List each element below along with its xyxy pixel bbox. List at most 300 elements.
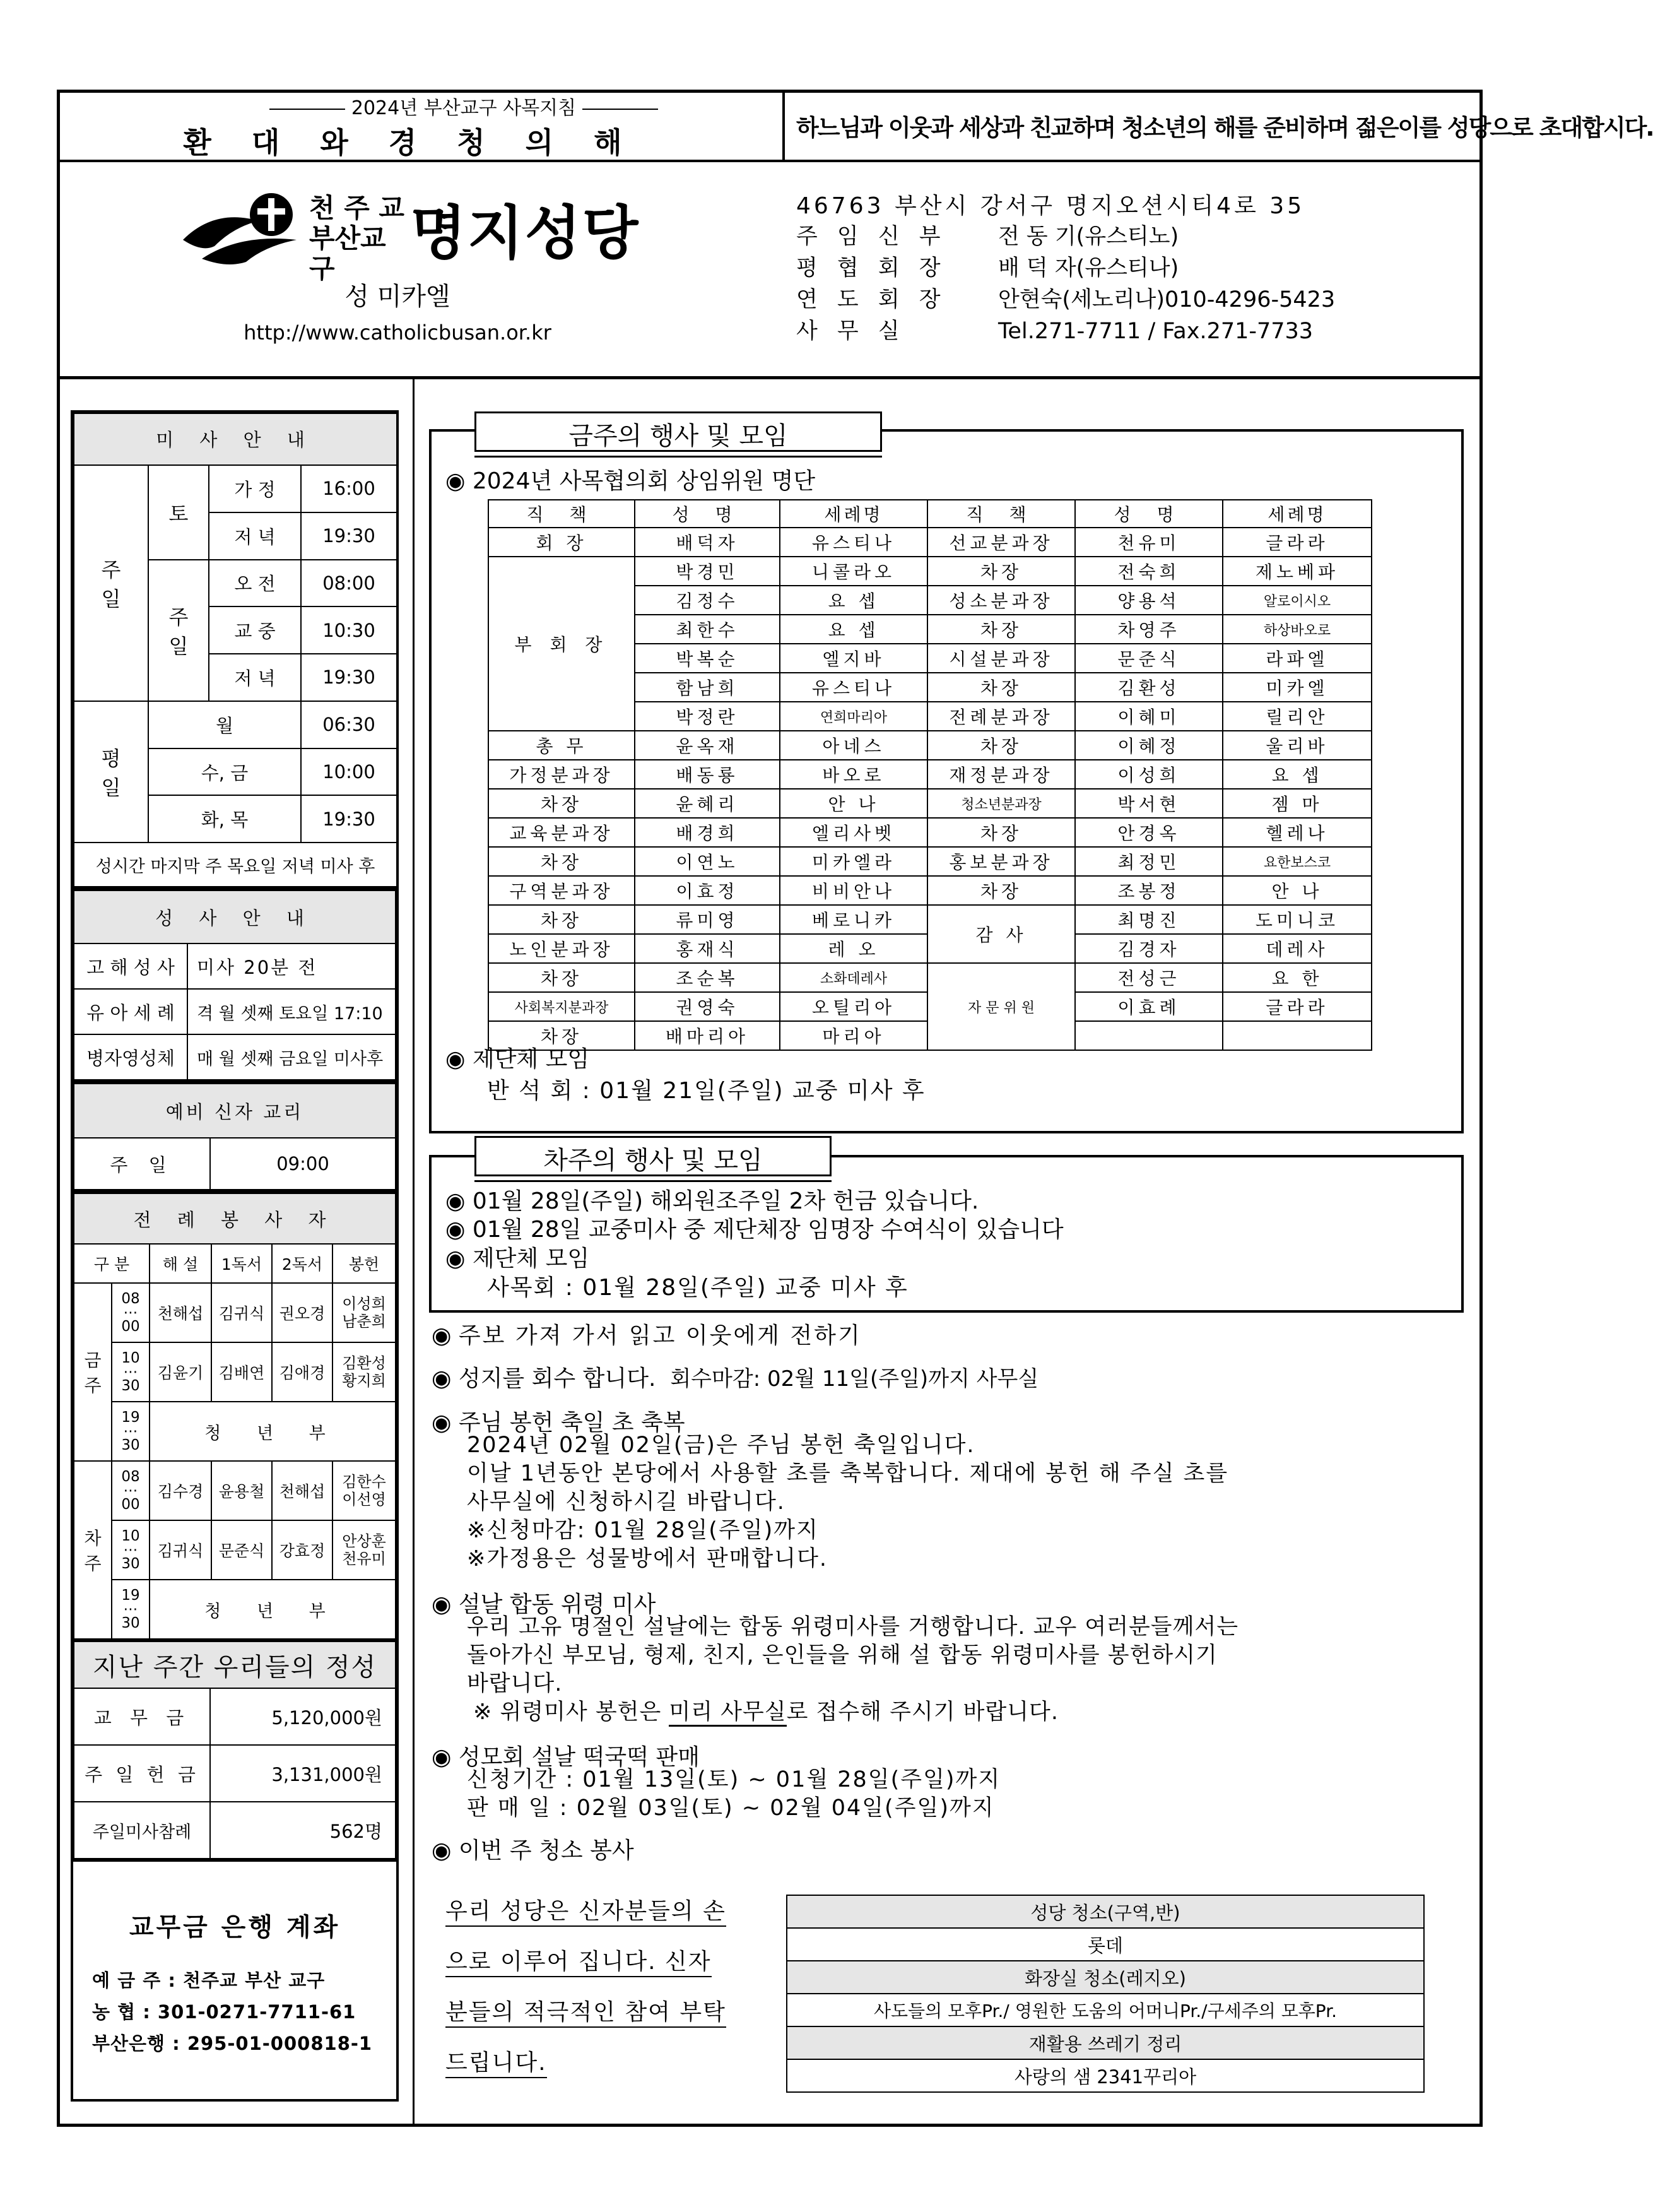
notice-candle-title: 주님 봉헌 축일 초 축복 [458, 1410, 685, 1436]
mass-name: 오 전 [209, 560, 301, 607]
weekday-label: 평 일 [74, 701, 148, 843]
column-divider [413, 377, 415, 2127]
liturgy-header: 해 설 [150, 1244, 211, 1283]
next-week-title: 차주의 행사 및 모임 [474, 1136, 832, 1176]
liturgy-reader-2: 강효정 [272, 1520, 332, 1580]
member-role: 가정분과장 [488, 760, 635, 789]
cleaning-appeal-line: 드립니다. [445, 2045, 547, 2078]
sacrament-name: 병자영성체 [74, 1034, 187, 1080]
bank-line: 예 금 주 : 천주교 부산 교구 [92, 1970, 326, 1991]
notice-lunar-line: 바랍니다. [467, 1671, 563, 1696]
liturgy-header: 구 분 [74, 1244, 150, 1283]
member-role: 차장 [927, 731, 1075, 760]
mass-name: 저 녁 [209, 512, 301, 560]
next-week-item [445, 1241, 589, 1273]
member-role: 부 회 장 [488, 557, 635, 731]
liturgy-reader-1: 문준식 [211, 1520, 272, 1580]
member-baptism: 안 나 [1223, 876, 1372, 905]
liturgy-offertory: 김환성 황지희 [332, 1342, 396, 1402]
cleaning-appeal-line: 우리 성당은 신자분들의 손 [445, 1893, 726, 1927]
liturgy-time: 19 ⋯ 30 [112, 1580, 150, 1639]
contact-value: Tel.271-7711 / Fax.271-7733 [998, 319, 1314, 344]
catechumen-day: 주 일 [74, 1138, 210, 1190]
cleaning-header: 화장실 청소(레지오) [787, 1961, 1424, 1994]
member-role: 차장 [488, 905, 635, 934]
liturgy-header: 2독서 [272, 1244, 332, 1283]
sacraments-title: 성 사 안 내 [74, 890, 396, 943]
member-role: 시설분과장 [927, 644, 1075, 673]
member-row [488, 818, 1372, 847]
contact-row [796, 284, 1478, 316]
offerings-title: 지난 주간 우리들의 정성 [74, 1641, 396, 1688]
diocese-policy: 2024년 부산교구 사목지침 [351, 97, 577, 119]
mass-time: 10:00 [301, 748, 397, 796]
member-name: 조순복 [635, 963, 780, 992]
member-role: 자 문 위 원 [927, 963, 1075, 1050]
member-role: 재정분과장 [927, 760, 1075, 789]
member-baptism [1223, 1021, 1372, 1050]
member-name: 박서현 [1075, 789, 1223, 818]
contact-list [796, 221, 1478, 347]
member-baptism: 오틸리아 [780, 992, 927, 1021]
member-role: 전례분과장 [927, 702, 1075, 731]
cleaning-value: 사도들의 모후Pr./ 영원한 도움의 어머니Pr./구세주의 모후Pr. [787, 1994, 1424, 2026]
council-heading [445, 463, 815, 495]
next-week-item-text: 01월 28일 교중미사 중 제단체장 임명장 수여식이 있습니다 [472, 1217, 1064, 1243]
diocese-url[interactable]: http://www.catholicbusan.or.kr [244, 321, 551, 345]
catechumen-time: 09:00 [210, 1138, 396, 1190]
liturgy-header: 1독서 [211, 1244, 272, 1283]
members-header: 세례명 [1223, 500, 1372, 528]
mass-title: 미 사 안 내 [74, 413, 397, 465]
member-name: 홍재식 [635, 934, 780, 963]
member-row [488, 528, 1372, 557]
logo-line-2: 부산교구 [309, 223, 386, 284]
cleaning-schedule [786, 1895, 1425, 2093]
catechumen-title: 예비 신자 교리 [74, 1084, 396, 1138]
mass-name: 가 정 [209, 465, 301, 512]
liturgy-time: 19 ⋯ 30 [112, 1402, 150, 1461]
mass-table [73, 413, 397, 887]
member-baptism: 도미니코 [1223, 905, 1372, 934]
member-name: 최명진 [1075, 905, 1223, 934]
member-role: 사회복지분과장 [488, 992, 635, 1021]
next-week-item [445, 1212, 1064, 1244]
mass-name: 저 녁 [209, 654, 301, 701]
groups-heading [445, 1041, 589, 1073]
member-baptism: 유스티나 [780, 528, 927, 557]
member-name: 이효정 [635, 876, 780, 905]
offering-value: 3,131,000원 [210, 1745, 396, 1802]
member-name: 류미영 [635, 905, 780, 934]
member-name: 배덕자 [635, 528, 780, 557]
cleaning-appeal-line: 으로 이루어 집니다. 신자 [445, 1944, 712, 1977]
mass-time: 06:30 [301, 701, 397, 748]
members-body [488, 528, 1372, 1050]
notice-rice-body [467, 1766, 1001, 1823]
bullet-icon: ◉ [445, 468, 466, 494]
notice-candle-line: 2024년 02월 02일(금)은 주님 봉헌 축일입니다. [467, 1433, 975, 1458]
offerings-table [73, 1641, 396, 1859]
member-baptism: 글라라 [1223, 528, 1372, 557]
catechumen-class [71, 1083, 399, 1193]
notice-candle-body [467, 1431, 1228, 1573]
liturgy-reader-2: 권오경 [272, 1283, 332, 1342]
lunar-note-pre: ※ 위령미사 봉헌은 [473, 1700, 662, 1725]
member-name: 양용석 [1075, 586, 1223, 615]
notice-bulletin [432, 1318, 862, 1350]
member-baptism: 알로이시오 [1223, 586, 1372, 615]
member-name: 박복순 [635, 644, 780, 673]
masthead-divider [57, 376, 1483, 379]
bullet-icon: ◉ [432, 1838, 452, 1864]
member-baptism: 릴리안 [1223, 702, 1372, 731]
bank-line: 부산은행 : 295-01-000818-1 [92, 2033, 373, 2054]
member-name: 최정민 [1075, 847, 1223, 876]
member-baptism: 연희마리아 [780, 702, 927, 731]
member-name: 박경민 [635, 557, 780, 586]
member-row [488, 905, 1372, 934]
group-meeting-line: 반 석 회 : 01월 21일(주일) 교중 미사 후 [487, 1078, 926, 1104]
member-role: 총 무 [488, 731, 635, 760]
member-role: 선교분과장 [927, 528, 1075, 557]
bullet-icon: ◉ [445, 1188, 466, 1214]
member-baptism: 젬 마 [1223, 789, 1372, 818]
liturgy-time: 08 ⋯ 00 [112, 1461, 150, 1520]
liturgy-time: 10 ⋯ 30 [112, 1520, 150, 1580]
member-name [1075, 1021, 1223, 1050]
member-role: 청소년분과장 [927, 789, 1075, 818]
liturgy-offertory: 이성희 남춘희 [332, 1283, 396, 1342]
member-name: 조봉정 [1075, 876, 1223, 905]
council-member-table [488, 499, 1371, 1051]
contact-row [796, 252, 1478, 284]
member-role: 회 장 [488, 528, 635, 557]
member-name: 윤혜리 [635, 789, 780, 818]
cleaning-table [786, 1895, 1425, 2093]
member-baptism: 아네스 [780, 731, 927, 760]
this-week-label: 금 주 [74, 1283, 112, 1461]
member-role: 차장 [488, 1021, 635, 1050]
member-name: 함남희 [635, 673, 780, 702]
contact-label: 평 협 회 장 [796, 256, 947, 281]
member-name: 천유미 [1075, 528, 1223, 557]
member-role: 차장 [927, 876, 1075, 905]
offering-value: 5,120,000원 [210, 1688, 396, 1745]
parish-logo [177, 189, 309, 271]
member-name: 배동룡 [635, 760, 780, 789]
cleaning-header: 성당 청소(구역,반) [787, 1895, 1424, 1928]
member-name: 문준식 [1075, 644, 1223, 673]
notice-cleaning-title: 이번 주 청소 봉사 [458, 1838, 634, 1864]
liturgy-reader-2: 김애경 [272, 1342, 332, 1402]
notice-lunar-title: 설날 합동 위령 미사 [458, 1592, 656, 1618]
mass-name: 월 [148, 701, 301, 748]
policy-line [246, 92, 681, 120]
member-name: 이성희 [1075, 760, 1223, 789]
lunar-note-emphasis: 미리 사무실 [669, 1700, 786, 1727]
next-week-item-text: 01월 28일(주일) 해외원조주일 2차 헌금 있습니다. [472, 1188, 979, 1214]
member-name: 김정수 [635, 586, 780, 615]
member-baptism: 요 셉 [780, 586, 927, 615]
member-row [488, 876, 1372, 905]
header-vdivider [782, 90, 785, 162]
notice-candle-line: 사무실에 신청하시길 바랍니다. [467, 1489, 785, 1515]
next-week-item-text: 제단체 모임 [472, 1246, 590, 1272]
notice-rice-line: 신청기간 : 01월 13일(토) ~ 01월 28일(주일)까지 [467, 1767, 1001, 1792]
bullet-icon: ◉ [432, 1366, 452, 1392]
member-row [488, 557, 1372, 586]
sacrament-name: 유 아 세 례 [74, 989, 187, 1034]
next-week-item [445, 1183, 979, 1215]
notice-rice-line: 판 매 일 : 02월 03일(토) ~ 02월 04일(주일)까지 [467, 1795, 995, 1821]
member-role: 차장 [927, 615, 1075, 644]
member-baptism: 울리바 [1223, 731, 1372, 760]
mass-time: 16:00 [301, 465, 397, 512]
notice-holy-water-text: 성지를 회수 합니다. [458, 1366, 656, 1392]
mass-time: 08:00 [301, 560, 397, 607]
bullet-icon: ◉ [445, 1246, 466, 1272]
member-baptism: 엘리사벳 [780, 818, 927, 847]
contact-value: 안현숙(세노리나)010-4296-5423 [998, 287, 1336, 312]
liturgy-reader-1: 윤용철 [211, 1461, 272, 1520]
parish-logo-icon [177, 189, 309, 271]
mass-name: 수, 금 [148, 748, 301, 796]
offering-name: 주 일 헌 금 [74, 1745, 210, 1802]
member-baptism: 글라라 [1223, 992, 1372, 1021]
member-baptism: 요한보스코 [1223, 847, 1372, 876]
liturgy-offertory: 김한수 이선영 [332, 1461, 396, 1520]
member-name: 윤옥재 [635, 731, 780, 760]
notice-bulletin-text: 주보 가져 가서 읽고 이웃에게 전하기 [458, 1323, 862, 1349]
logo-text [309, 193, 410, 284]
member-name: 전성근 [1075, 963, 1223, 992]
member-baptism: 요 셉 [780, 615, 927, 644]
bullet-icon: ◉ [445, 1046, 466, 1072]
sacrament-value: 격 월 셋째 토요일 17:10 [187, 989, 396, 1034]
sunday-label: 주 일 [74, 465, 148, 701]
member-row [488, 731, 1372, 760]
member-baptism: 요 셉 [1223, 760, 1372, 789]
member-role: 감 사 [927, 905, 1075, 963]
sunday-sub-label: 주 일 [148, 560, 209, 701]
member-name: 이혜미 [1075, 702, 1223, 731]
liturgy-table [73, 1193, 396, 1640]
mass-schedule [71, 410, 399, 890]
offering-name: 주일미사참례 [74, 1802, 210, 1859]
member-role: 노인분과장 [488, 934, 635, 963]
member-baptism: 미카엘라 [780, 847, 927, 876]
member-baptism: 베로니카 [780, 905, 927, 934]
sacraments-table [73, 890, 396, 1080]
member-name: 박정란 [635, 702, 780, 731]
member-name: 이효례 [1075, 992, 1223, 1021]
contact-label: 연 도 회 장 [796, 287, 947, 312]
member-name: 전숙희 [1075, 557, 1223, 586]
contact-value: 전 동 기(유스티노) [998, 224, 1179, 249]
cleaning-header: 재활용 쓰레기 정리 [787, 2026, 1424, 2059]
members-header: 세례명 [780, 500, 927, 528]
member-baptism: 데레사 [1223, 934, 1372, 963]
contact-label: 주 임 신 부 [796, 224, 947, 249]
liturgy-ministers [71, 1193, 399, 1641]
member-name: 안경옥 [1075, 818, 1223, 847]
member-name: 김경자 [1075, 934, 1223, 963]
member-baptism: 비비안나 [780, 876, 927, 905]
notice-lunar-line: 돌아가신 부모님, 형제, 친지, 은인들을 위해 설 합동 위령미사를 봉헌하시기 [467, 1643, 1218, 1668]
sacrament-value: 미사 20분 전 [187, 943, 396, 989]
mass-name: 교 중 [209, 606, 301, 654]
bullet-icon: ◉ [432, 1592, 452, 1618]
saturday-label: 토 [148, 465, 209, 560]
catechumen-table [73, 1083, 396, 1190]
member-row [488, 847, 1372, 876]
member-role: 교육분과장 [488, 818, 635, 847]
member-baptism: 니콜라오 [780, 557, 927, 586]
member-role: 차장 [488, 847, 635, 876]
offering-value: 562명 [210, 1802, 396, 1859]
contact-row [796, 221, 1478, 252]
members-header: 직 책 [488, 500, 635, 528]
offering-name: 교 무 금 [74, 1688, 210, 1745]
liturgy-header: 봉헌 [332, 1244, 396, 1283]
logo-line-1: 천 주 교 [309, 192, 404, 223]
bullet-icon: ◉ [432, 1410, 452, 1436]
member-name: 김환성 [1075, 673, 1223, 702]
liturgy-youth: 청 년 부 [150, 1580, 396, 1639]
slogan: 하느님과 이웃과 세상과 친교하며 청소년의 해를 준비하며 젊은이를 성당으로 초대합시다. [796, 114, 1653, 141]
bullet-icon: ◉ [432, 1744, 452, 1770]
member-baptism: 엘지바 [780, 644, 927, 673]
parish-name: 명지성당 [410, 199, 640, 267]
notice-lunar-body [467, 1613, 1238, 1727]
groups-title: 제단체 모임 [472, 1046, 590, 1072]
contact-label: 사 무 실 [796, 319, 906, 344]
notice-holy-water [432, 1361, 1038, 1393]
cleaning-appeal [445, 1893, 755, 2076]
member-baptism: 안 나 [780, 789, 927, 818]
patron-saint: 성 미카엘 [344, 282, 450, 311]
member-baptism: 헬레나 [1223, 818, 1372, 847]
bullet-icon: ◉ [432, 1323, 452, 1349]
members-header: 직 책 [927, 500, 1075, 528]
bullet-icon: ◉ [445, 1217, 466, 1243]
member-name: 권영숙 [635, 992, 780, 1021]
liturgy-time: 10 ⋯ 30 [112, 1342, 150, 1402]
member-baptism: 라파엘 [1223, 644, 1372, 673]
sacrament-name: 고 해 성 사 [74, 943, 187, 989]
cleaning-value: 롯데 [787, 1928, 1424, 1961]
member-name: 배마리아 [635, 1021, 780, 1050]
cleaning-value: 사랑의 샘 2341꾸리아 [787, 2059, 1424, 2092]
liturgy-reader-2: 천해섭 [272, 1461, 332, 1520]
notice-candle-line: ※신청마감: 01월 28일(주일)까지 [467, 1518, 819, 1543]
liturgy-commentator: 김윤기 [150, 1342, 211, 1402]
member-baptism: 유스티나 [780, 673, 927, 702]
council-title: 2024년 사목협의회 상임위원 명단 [472, 468, 816, 494]
sacrament-value: 매 월 셋째 금요일 미사후 [187, 1034, 396, 1080]
member-role: 차장 [927, 818, 1075, 847]
member-name: 배경희 [635, 818, 780, 847]
liturgy-commentator: 김귀식 [150, 1520, 211, 1580]
member-baptism: 마리아 [780, 1021, 927, 1050]
notice-lunar-line: 우리 고유 명절인 설날에는 합동 위령미사를 거행합니다. 교우 여러분들께서는 [467, 1614, 1239, 1640]
liturgy-offertory: 안상훈 천유미 [332, 1520, 396, 1580]
contact-value: 배 덕 자(유스티나) [998, 256, 1179, 281]
member-role: 차장 [488, 963, 635, 992]
liturgy-reader-1: 김귀식 [211, 1283, 272, 1342]
address: 46763 부산시 강서구 명지오션시티4로 35 [796, 193, 1305, 219]
member-name: 최한수 [635, 615, 780, 644]
member-baptism: 제노베파 [1223, 557, 1372, 586]
member-name: 차영주 [1075, 615, 1223, 644]
member-baptism: 소화데레사 [780, 963, 927, 992]
notice-lunar-note [467, 1698, 1238, 1727]
liturgy-commentator: 천해섭 [150, 1283, 211, 1342]
member-role: 구역분과장 [488, 876, 635, 905]
contact-row [796, 316, 1478, 347]
mass-time: 19:30 [301, 654, 397, 701]
member-baptism: 하상바오로 [1223, 615, 1372, 644]
mass-time: 10:30 [301, 606, 397, 654]
bank-line: 농 협 : 301-0271-7711-61 [92, 2001, 356, 2023]
liturgy-commentator: 김수경 [150, 1461, 211, 1520]
member-role: 차장 [927, 673, 1075, 702]
members-header: 성 명 [1075, 500, 1223, 528]
member-role: 차장 [927, 557, 1075, 586]
mass-time: 19:30 [301, 795, 397, 843]
year-theme: 환 대 와 경 청 의 해 [183, 126, 637, 160]
member-baptism: 요 한 [1223, 963, 1372, 992]
notice-cleaning-heading [432, 1833, 634, 1865]
member-row [488, 789, 1372, 818]
member-row [488, 760, 1372, 789]
notice-holy-water-detail: 회수마감: 02월 11일(주일)까지 사무실 [670, 1366, 1039, 1392]
liturgy-time: 08 ⋯ 00 [112, 1283, 150, 1342]
liturgy-title: 전 례 봉 사 자 [74, 1193, 396, 1244]
bank-accounts [71, 1862, 399, 2102]
member-baptism: 레 오 [780, 934, 927, 963]
this-week-title: 금주의 행사 및 모임 [474, 411, 882, 451]
offerings [71, 1641, 399, 1862]
member-role: 성소분과장 [927, 586, 1075, 615]
member-role: 차장 [488, 789, 635, 818]
lunar-note-post: 로 접수해 주시기 바랍니다. [786, 1700, 1059, 1725]
bank-lines [73, 1965, 396, 2059]
next-group-line: 사목회 : 01월 28일(주일) 교중 미사 후 [487, 1275, 909, 1301]
members-table [488, 499, 1372, 1051]
member-baptism: 바오로 [780, 760, 927, 789]
sacraments [71, 890, 399, 1083]
liturgy-reader-1: 김배연 [211, 1342, 272, 1402]
member-name: 이혜정 [1075, 731, 1223, 760]
member-role: 홍보분과장 [927, 847, 1075, 876]
holy-hour-note: 성시간 마지막 주 목요일 저녁 미사 후 [74, 843, 397, 887]
bank-title: 교무금 은행 계좌 [129, 1913, 341, 1942]
mass-time: 19:30 [301, 512, 397, 560]
notice-candle-line: 이날 1년동안 본당에서 사용할 초를 축복합니다. 제대에 봉헌 해 주실 초를 [467, 1461, 1229, 1486]
members-header: 성 명 [635, 500, 780, 528]
cleaning-appeal-line: 분들의 적극적인 참여 부탁 [445, 1994, 726, 2028]
member-row [488, 963, 1372, 992]
member-name: 이연노 [635, 847, 780, 876]
notice-candle-line: ※가정용은 성물방에서 판매합니다. [467, 1546, 828, 1571]
liturgy-youth: 청 년 부 [150, 1402, 396, 1461]
notice-rice-title: 성모회 설날 떡국떡 판매 [458, 1744, 700, 1770]
member-baptism: 미카엘 [1223, 673, 1372, 702]
mass-name: 화, 목 [148, 795, 301, 843]
next-week-label: 차 주 [74, 1461, 112, 1639]
